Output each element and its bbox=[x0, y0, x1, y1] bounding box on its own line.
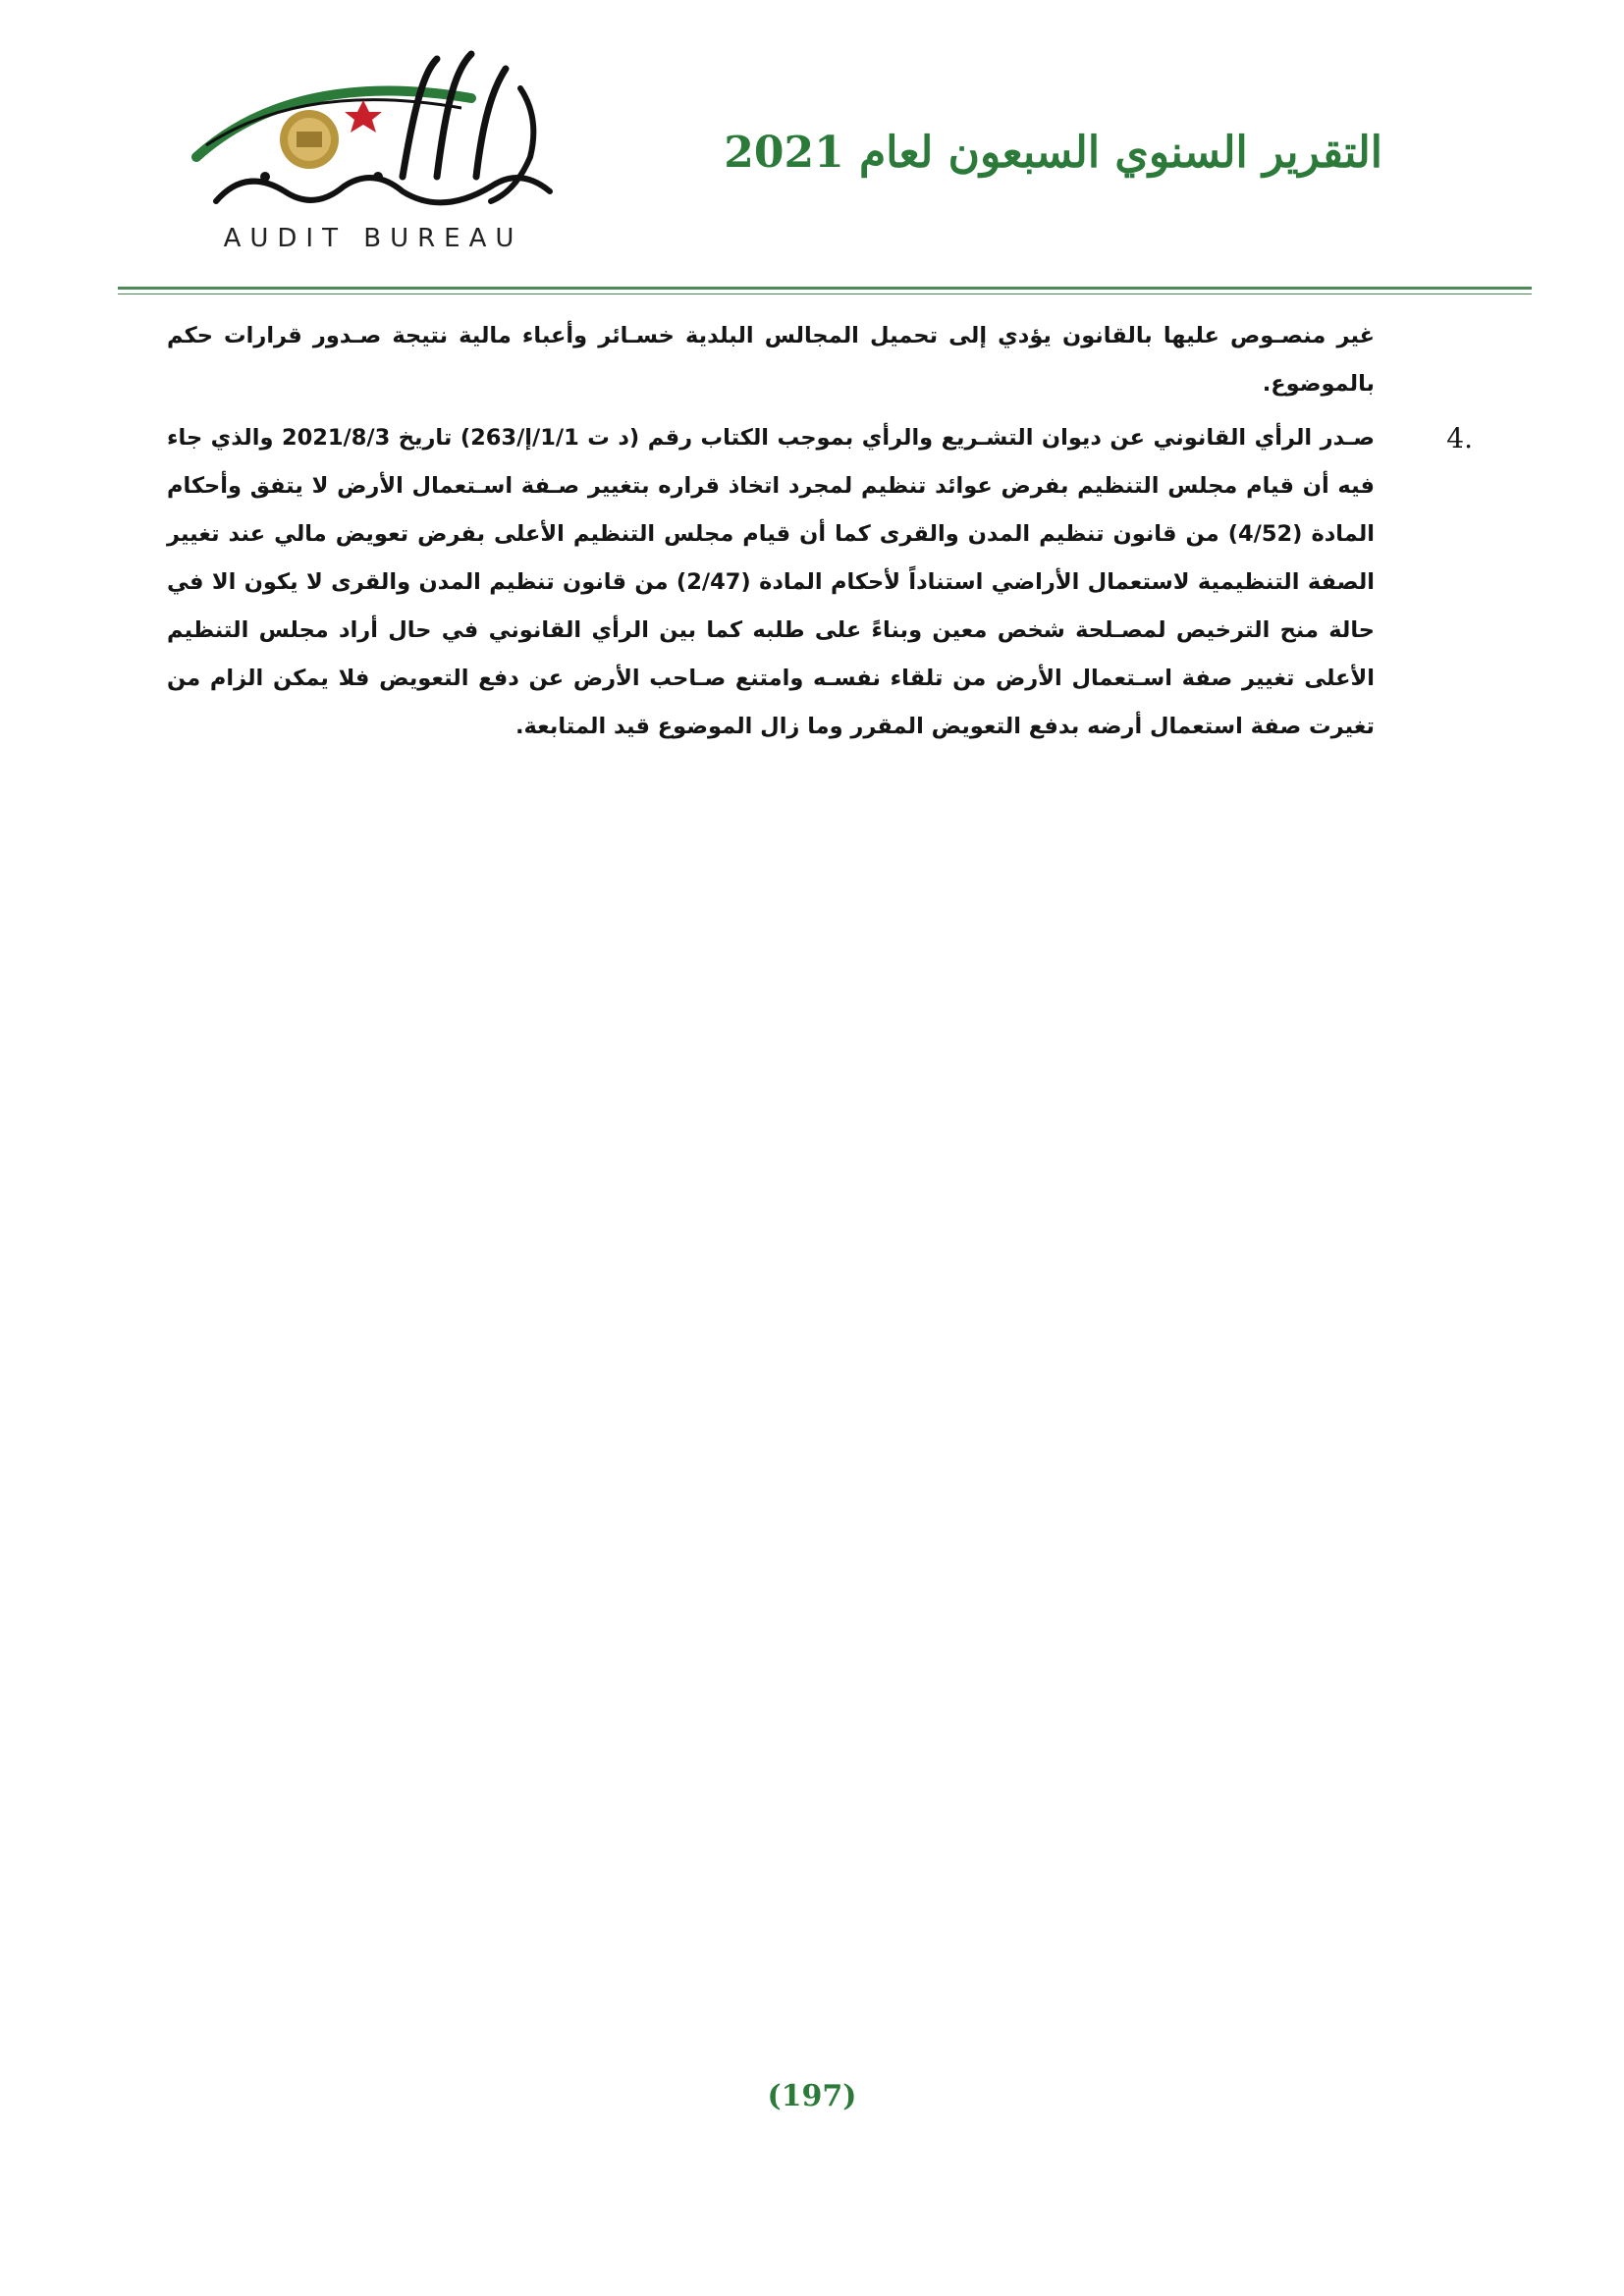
page-number: (197) bbox=[767, 2079, 857, 2113]
header-divider-thick bbox=[118, 287, 1532, 290]
item-number: 4. bbox=[1446, 422, 1473, 454]
audit-bureau-logo bbox=[177, 29, 569, 255]
logo-caption: AUDIT BUREAU bbox=[223, 224, 523, 253]
logo-emblem-icon bbox=[177, 29, 569, 226]
report-title: التقرير السنوي السبعون لعام 2021 bbox=[724, 128, 1382, 178]
item-text: صـدر الرأي القانوني عن ديوان التشـريع والرأي بموجب الكتاب رقم (د ت 1/1/إ/263) تاريخ 2021/8/3 والذي جاء فيه أن قيام مجلس التنظيم بفرض عوائد تنظيم لمجرد اتخاذ قراره بتغيير صـفة اسـتعمال الأرض لا يتفق وأحكام المادة (4/52) من قانون تنظيم المدن والقرى كما أن قيام مجلس التنظيم الأعلى بفرض تعويض مالي عند تغيير الصفة التنظيمية لاستعمال الأراضي استناداً لأحكام المادة (2/47) من قانون تنظيم المدن والقرى لا يكون الا في حالة منح الترخيص لمصـلحة شخص معين وبناءً على طلبه كما بين الرأي القانوني في حال أراد مجلس التنظيم الأعلى تغيير صفة اسـتعمال الأرض من تلقاء نفسـه وامتنع صـاحب الأرض عن دفع التعويض فلا يمكن الزام من تغيرت صفة استعمال أرضه بدفع التعويض المقرر وما زال الموضوع قيد المتابعة. bbox=[167, 425, 1375, 739]
list-item bbox=[167, 414, 1473, 751]
continuation-paragraph: غير منصـوص عليها بالقانون يؤدي إلى تحميل المجالس البلدية خسـائر وأعباء مالية نتيجة صـدور قرارات حكم بالموضوع. bbox=[167, 323, 1375, 397]
report-body bbox=[167, 312, 1473, 751]
